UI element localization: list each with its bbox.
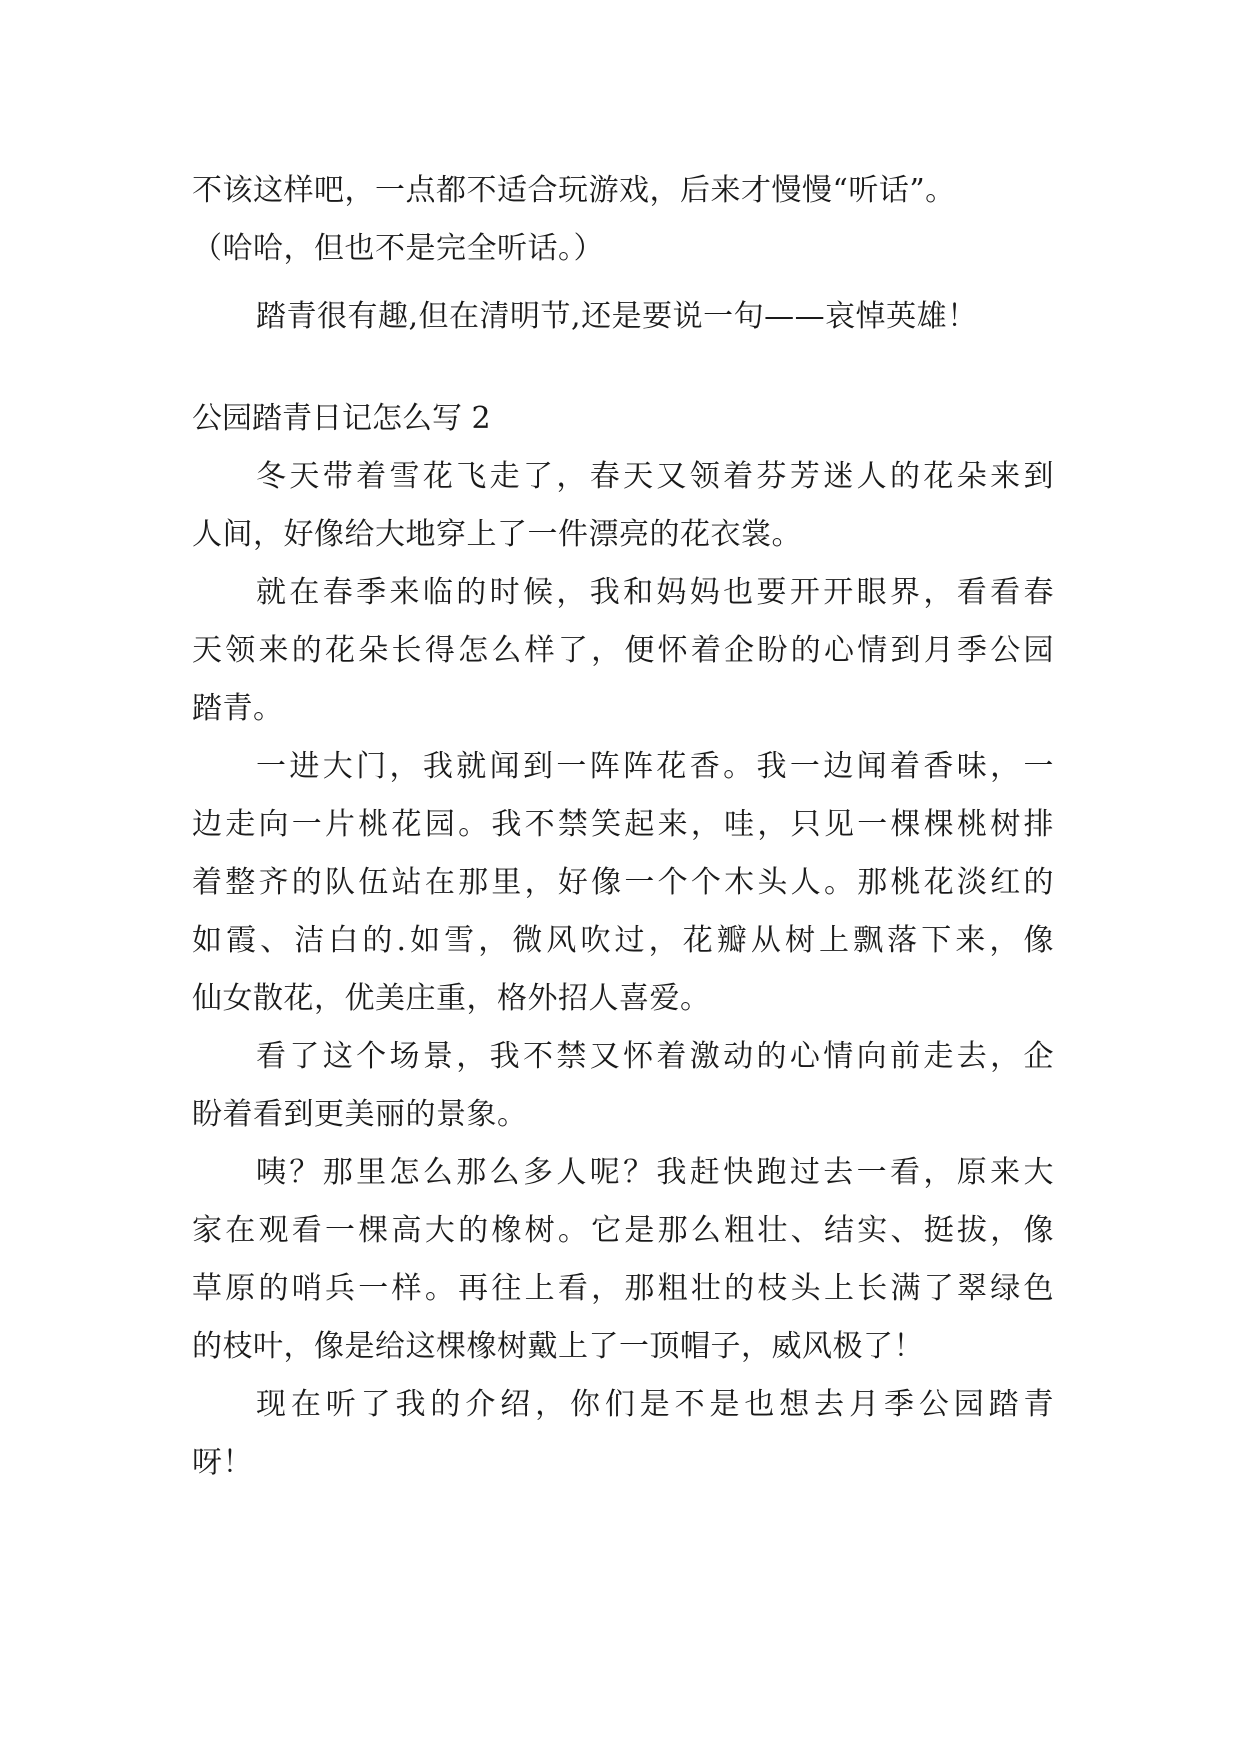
paragraph-line: 盼着看到更美丽的景象。 <box>192 1097 528 1132</box>
paragraph-3 <box>192 738 1054 1028</box>
paragraph-line: 草原的哨兵一样。再往上看，那粗壮的枝头上长满了翠绿色 <box>192 1271 1054 1306</box>
paragraph-line: 咦？那里怎么那么多人呢？我赶快跑过去一看，原来大 <box>256 1155 1054 1190</box>
paragraph-line: 冬天带着雪花飞走了，春天又领着芬芳迷人的花朵来到 <box>256 459 1054 494</box>
paragraph-2 <box>192 564 1054 738</box>
paragraph-line: 看了这个场景，我不禁又怀着激动的心情向前走去，企 <box>256 1039 1054 1074</box>
paragraph-4 <box>192 1028 1054 1144</box>
intro-line-2: （哈哈，但也不是完全听话。） <box>192 231 604 266</box>
paragraph-line: 家在观看一棵高大的橡树。它是那么粗壮、结实、挺拔，像 <box>192 1213 1054 1248</box>
intro-line-1: 不该这样吧，一点都不适合玩游戏，后来才慢慢“听话”。 <box>192 173 956 208</box>
paragraph-5 <box>192 1144 1054 1376</box>
document-page <box>192 162 1054 1492</box>
paragraph-line: 踏青。 <box>192 691 284 726</box>
paragraph-line: 的枝叶，像是给这棵橡树戴上了一顶帽子，威风极了！ <box>192 1329 924 1364</box>
paragraph-6 <box>192 1376 1054 1492</box>
paragraph-line: 人间，好像给大地穿上了一件漂亮的花衣裳。 <box>192 517 802 552</box>
closing-line: 踏青很有趣,但在清明节,还是要说一句——哀悼英雄！ <box>256 299 978 334</box>
paragraph-line: 现在听了我的介绍，你们是不是也想去月季公园踏青 <box>256 1387 1054 1422</box>
paragraph-1 <box>192 448 1054 564</box>
paragraph-line: 如霞、洁白的.如雪，微风吹过，花瓣从树上飘落下来，像 <box>192 923 1054 958</box>
paragraph-line: 呀！ <box>192 1445 253 1480</box>
paragraph-line: 天领来的花朵长得怎么样了，便怀着企盼的心情到月季公园 <box>192 633 1054 668</box>
paragraph-line: 一进大门，我就闻到一阵阵花香。我一边闻着香味，一 <box>256 749 1054 784</box>
paragraph-line: 着整齐的队伍站在那里，好像一个个木头人。那桃花淡红的 <box>192 865 1054 900</box>
paragraph-line: 边走向一片桃花园。我不禁笑起来，哇，只见一棵棵桃树排 <box>192 807 1054 842</box>
paragraph-line: 仙女散花，优美庄重，格外招人喜爱。 <box>192 981 711 1016</box>
paragraph-line: 就在春季来临的时候，我和妈妈也要开开眼界，看看春 <box>256 575 1054 610</box>
section-title: 公园踏青日记怎么写 2 <box>192 401 491 436</box>
